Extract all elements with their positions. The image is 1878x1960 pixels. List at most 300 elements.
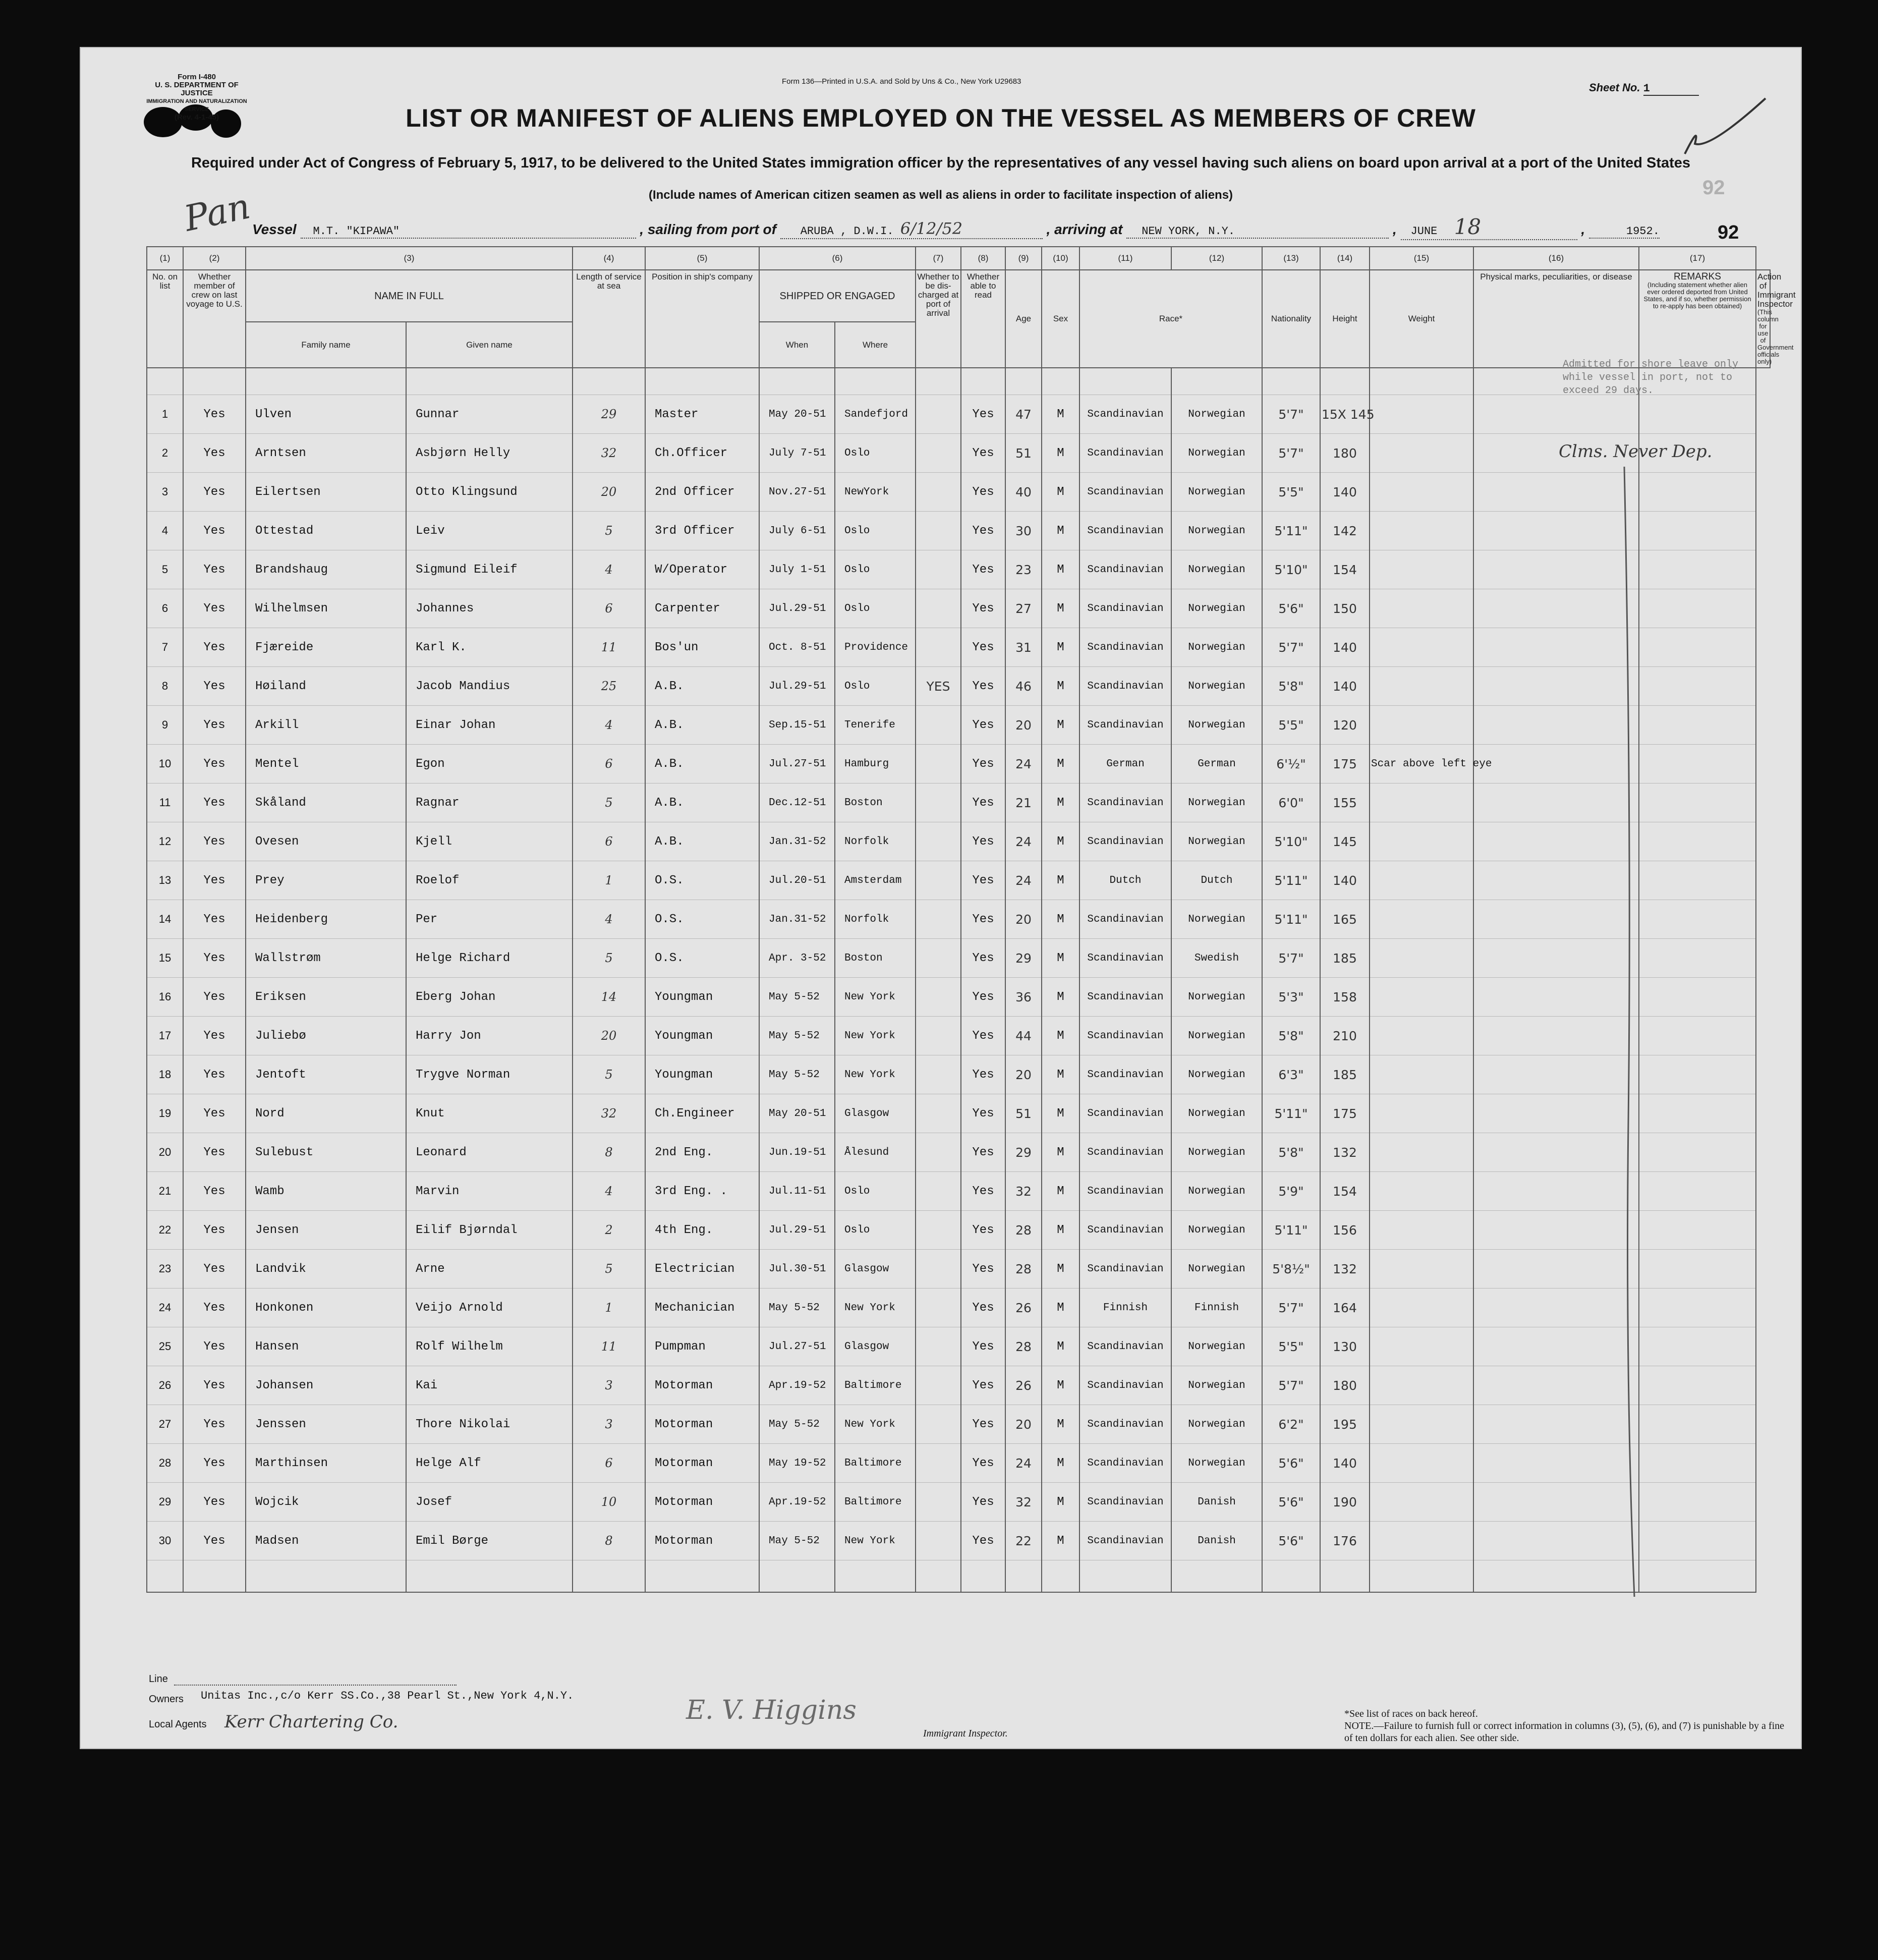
cell-nationality: Norwegian — [1171, 1017, 1262, 1055]
cell-family-name: Ovesen — [246, 822, 406, 861]
cell-shipped-where: NewYork — [835, 473, 916, 512]
line-label: Line — [149, 1673, 168, 1685]
cell-age: 44 — [1005, 1017, 1042, 1055]
cell-shipped-when: Jun.19-51 — [759, 1133, 835, 1172]
cell-nationality: Norwegian — [1171, 1211, 1262, 1250]
cell-shipped-where: Oslo — [835, 1172, 916, 1211]
cell-height: 5'8" — [1262, 1133, 1320, 1172]
cell-position: Electrician — [645, 1250, 759, 1289]
cell-discharged — [916, 434, 961, 473]
cell-inspector-action — [1639, 550, 1756, 589]
col-marks-header: Physical marks, peculiarities, or disease — [1473, 270, 1639, 368]
form-revision: (Rev. 4-1-45) — [174, 113, 219, 122]
cell-age: 51 — [1005, 434, 1042, 473]
inspector-signature: E. V. Higgins — [686, 1695, 857, 1725]
cell-last-voyage: Yes — [183, 628, 246, 667]
cell-given-name: Helge Alf — [406, 1444, 573, 1483]
cell-shipped-when: May 20-51 — [759, 1094, 835, 1133]
cell-discharged — [916, 395, 961, 434]
cell-length-of-service: 32 — [573, 434, 645, 473]
cell-row-number: 8 — [147, 667, 183, 706]
cell-race: Scandinavian — [1079, 978, 1171, 1017]
cell-sex: M — [1042, 473, 1079, 512]
cell-shipped-where: New York — [835, 1017, 916, 1055]
col-inspector-header — [1756, 270, 1796, 368]
cell-sex: M — [1042, 589, 1079, 628]
cell-nationality: Norwegian — [1171, 1405, 1262, 1444]
col-3-number: (3) — [246, 247, 573, 270]
table-row — [147, 1211, 1770, 1250]
cell-nationality: Norwegian — [1171, 1327, 1262, 1366]
cell-discharged — [916, 1289, 961, 1327]
table-row — [147, 1017, 1770, 1055]
cell-shipped-where: Oslo — [835, 1211, 916, 1250]
cell-weight: 185 — [1320, 1055, 1370, 1094]
cell-length-of-service: 5 — [573, 1055, 645, 1094]
owners-value: Unitas Inc.,c/o Kerr SS.Co.,38 Pearl St.,New York 4,N.Y. — [201, 1690, 574, 1702]
cell-able-to-read: Yes — [961, 589, 1005, 628]
cell-race: Scandinavian — [1079, 395, 1171, 434]
col-1-number: (1) — [147, 247, 183, 270]
sheet-value: 1 — [1643, 82, 1699, 96]
cell-length-of-service: 14 — [573, 978, 645, 1017]
cell-able-to-read: Yes — [961, 706, 1005, 745]
cell-given-name: Helge Richard — [406, 939, 573, 978]
cell-weight: 154 — [1320, 550, 1370, 589]
table-row — [147, 1483, 1770, 1522]
cell-position: Ch.Officer — [645, 434, 759, 473]
cell-race: Scandinavian — [1079, 1017, 1171, 1055]
cell-weight: 176 — [1320, 1522, 1370, 1560]
col-shipped-header: SHIPPED OR ENGAGED — [759, 270, 916, 322]
cell-able-to-read: Yes — [961, 550, 1005, 589]
cell-row-number: 24 — [147, 1289, 183, 1327]
cell-height: 5'8" — [1262, 1017, 1320, 1055]
cell-sex: M — [1042, 900, 1079, 939]
table-row — [147, 667, 1770, 706]
page-title: LIST OR MANIFEST OF ALIENS EMPLOYED ON THE VESSEL AS MEMBERS OF CREW — [406, 104, 1476, 132]
cell-last-voyage: Yes — [183, 1017, 246, 1055]
cell-shipped-when: May 5-52 — [759, 1017, 835, 1055]
cell-height: 5'11" — [1262, 1211, 1320, 1250]
cell-weight: 165 — [1320, 900, 1370, 939]
cell-discharged — [916, 861, 961, 900]
cell-race: Scandinavian — [1079, 1327, 1171, 1366]
cell-discharged — [916, 1405, 961, 1444]
cell-sex: M — [1042, 1250, 1079, 1289]
cell-nationality: Danish — [1171, 1522, 1262, 1560]
page-stamp: 92 — [1718, 222, 1739, 243]
cell-age: 24 — [1005, 861, 1042, 900]
cell-length-of-service: 6 — [573, 745, 645, 783]
cell-given-name: Eberg Johan — [406, 978, 573, 1017]
cell-shipped-where: Baltimore — [835, 1444, 916, 1483]
cell-able-to-read: Yes — [961, 1172, 1005, 1211]
table-row — [147, 978, 1770, 1017]
cell-nationality: Norwegian — [1171, 473, 1262, 512]
cell-shipped-where: Hamburg — [835, 745, 916, 783]
crew-table — [146, 246, 1796, 1593]
cell-last-voyage: Yes — [183, 1250, 246, 1289]
cell-last-voyage: Yes — [183, 589, 246, 628]
cell-inspector-action — [1639, 783, 1756, 822]
cell-given-name: Harry Jon — [406, 1017, 573, 1055]
cell-given-name: Per — [406, 900, 573, 939]
cell-row-number: 15 — [147, 939, 183, 978]
cell-inspector-action — [1639, 1250, 1756, 1289]
cell-length-of-service: 32 — [573, 1094, 645, 1133]
cell-age: 30 — [1005, 512, 1042, 550]
remarks-subtitle: (Including statement whether alien ever ordered deported from United States, and if so, whether permission to re-apply has been obtained) — [1643, 281, 1751, 310]
table-row — [147, 1055, 1770, 1094]
cell-length-of-service: 10 — [573, 1483, 645, 1522]
cell-inspector-action — [1639, 1211, 1756, 1250]
cell-weight: 140 — [1320, 861, 1370, 900]
cell-position: Bos'un — [645, 628, 759, 667]
cell-nationality: German — [1171, 745, 1262, 783]
cell-weight: 175 — [1320, 745, 1370, 783]
cell-shipped-when: Jul.29-51 — [759, 589, 835, 628]
vessel-name: M.T. "KIPAWA" — [301, 225, 636, 239]
cell-inspector-action — [1639, 900, 1756, 939]
cell-shipped-where: Glasgow — [835, 1250, 916, 1289]
cell-race: Scandinavian — [1079, 512, 1171, 550]
cell-race: Scandinavian — [1079, 900, 1171, 939]
cell-shipped-when: July 7-51 — [759, 434, 835, 473]
cell-able-to-read: Yes — [961, 939, 1005, 978]
cell-discharged — [916, 939, 961, 978]
cell-position: 3rd Officer — [645, 512, 759, 550]
cell-nationality: Danish — [1171, 1483, 1262, 1522]
page-note: (Include names of American citizen seamen as well as aliens in order to facilitate inspection of aliens) — [648, 188, 1233, 202]
cell-sex: M — [1042, 628, 1079, 667]
cell-age: 26 — [1005, 1289, 1042, 1327]
col-10-number: (10) — [1042, 247, 1079, 270]
cell-shipped-where: Oslo — [835, 434, 916, 473]
cell-row-number: 23 — [147, 1250, 183, 1289]
cell-height: 5'9" — [1262, 1172, 1320, 1211]
cell-age: 28 — [1005, 1211, 1042, 1250]
cell-row-number: 20 — [147, 1133, 183, 1172]
cell-able-to-read: Yes — [961, 1405, 1005, 1444]
agents-label: Local Agents — [149, 1719, 207, 1730]
cell-race: Scandinavian — [1079, 1211, 1171, 1250]
cell-given-name: Ragnar — [406, 783, 573, 822]
table-row — [147, 1522, 1770, 1560]
col-length-header: Length of service at sea — [573, 270, 645, 368]
cell-discharged — [916, 745, 961, 783]
cell-inspector-action — [1639, 512, 1756, 550]
cell-shipped-when: July 6-51 — [759, 512, 835, 550]
cell-length-of-service: 4 — [573, 1172, 645, 1211]
form-service: IMMIGRATION AND NATURALIZATION SERVICE — [146, 98, 247, 113]
cell-race: Scandinavian — [1079, 667, 1171, 706]
cell-position: Motorman — [645, 1444, 759, 1483]
cell-sex: M — [1042, 395, 1079, 434]
cell-length-of-service: 1 — [573, 1289, 645, 1327]
cell-discharged — [916, 1133, 961, 1172]
cell-shipped-when: July 1-51 — [759, 550, 835, 589]
table-row — [147, 1133, 1770, 1172]
cell-given-name: Arne — [406, 1250, 573, 1289]
cell-physical-marks — [1370, 706, 1473, 745]
cell-given-name: Gunnar — [406, 395, 573, 434]
cell-weight: 132 — [1320, 1133, 1370, 1172]
col-8-number: (8) — [961, 247, 1005, 270]
cell-inspector-action — [1639, 1522, 1756, 1560]
cell-shipped-where: New York — [835, 1289, 916, 1327]
cell-last-voyage: Yes — [183, 822, 246, 861]
cell-last-voyage: Yes — [183, 745, 246, 783]
cell-length-of-service: 3 — [573, 1405, 645, 1444]
cell-shipped-when: May 5-52 — [759, 1405, 835, 1444]
cell-sex: M — [1042, 1289, 1079, 1327]
cell-physical-marks — [1370, 1289, 1473, 1327]
cell-row-number: 3 — [147, 473, 183, 512]
table-row — [147, 550, 1770, 589]
cell-nationality: Norwegian — [1171, 589, 1262, 628]
table-row — [147, 1366, 1770, 1405]
cell-height: 5'7" — [1262, 395, 1320, 434]
cell-family-name: Madsen — [246, 1522, 406, 1560]
cell-given-name: Leiv — [406, 512, 573, 550]
cell-discharged — [916, 589, 961, 628]
col-given-name-header: Given name — [406, 322, 573, 368]
cell-nationality: Norwegian — [1171, 512, 1262, 550]
cell-physical-marks: Scar above left eye — [1370, 745, 1473, 783]
col-age-header: Age — [1005, 270, 1042, 368]
cell-given-name: Karl K. — [406, 628, 573, 667]
cell-discharged — [916, 1327, 961, 1366]
cell-weight: 210 — [1320, 1017, 1370, 1055]
cell-family-name: Jenssen — [246, 1405, 406, 1444]
cell-position: Motorman — [645, 1483, 759, 1522]
cell-last-voyage: Yes — [183, 395, 246, 434]
cell-shipped-when: May 5-52 — [759, 1055, 835, 1094]
cell-length-of-service: 5 — [573, 512, 645, 550]
cell-able-to-read: Yes — [961, 783, 1005, 822]
col-family-name-header: Family name — [246, 322, 406, 368]
cell-age: 31 — [1005, 628, 1042, 667]
cell-discharged — [916, 1055, 961, 1094]
cell-inspector-action — [1639, 1327, 1756, 1366]
cell-able-to-read: Yes — [961, 900, 1005, 939]
vessel-line: Vessel M.T. "KIPAWA" , sailing from port of ARUBA , D.W.I. 6/12/52 , arriving at NEW YORK, N.Y. , JUNE 18 , 1952. — [252, 214, 1660, 239]
cell-sex: M — [1042, 822, 1079, 861]
cell-weight: 164 — [1320, 1289, 1370, 1327]
cell-discharged: YES — [916, 667, 961, 706]
arrival-day: 18 — [1454, 214, 1482, 239]
cell-height: 5'7" — [1262, 628, 1320, 667]
col-where-header: Where — [835, 322, 916, 368]
cell-weight: 180 — [1320, 1366, 1370, 1405]
cell-inspector-action — [1639, 667, 1756, 706]
cell-able-to-read: Yes — [961, 1327, 1005, 1366]
cell-weight: 140 — [1320, 628, 1370, 667]
col-read-header: Whether able to read — [961, 270, 1005, 368]
cell-shipped-when: Jul.27-51 — [759, 745, 835, 783]
cell-family-name: Nord — [246, 1094, 406, 1133]
cell-physical-marks — [1370, 589, 1473, 628]
cell-discharged — [916, 706, 961, 745]
cell-nationality: Norwegian — [1171, 978, 1262, 1017]
cell-discharged — [916, 1017, 961, 1055]
cell-height: 5'7" — [1262, 1366, 1320, 1405]
cell-length-of-service: 3 — [573, 1366, 645, 1405]
cell-height: 6'2" — [1262, 1405, 1320, 1444]
cell-last-voyage: Yes — [183, 1483, 246, 1522]
cell-row-number: 26 — [147, 1366, 183, 1405]
cell-length-of-service: 5 — [573, 1250, 645, 1289]
cell-row-number: 2 — [147, 434, 183, 473]
cell-shipped-when: Jul.29-51 — [759, 667, 835, 706]
cell-discharged — [916, 550, 961, 589]
cell-shipped-when: Jul.30-51 — [759, 1250, 835, 1289]
cell-given-name: Johannes — [406, 589, 573, 628]
cell-age: 20 — [1005, 1055, 1042, 1094]
cell-family-name: Sulebust — [246, 1133, 406, 1172]
cell-sex: M — [1042, 783, 1079, 822]
cell-row-number: 5 — [147, 550, 183, 589]
cell-row-number: 29 — [147, 1483, 183, 1522]
table-row — [147, 395, 1770, 434]
col-last-voyage-header: Whether member of crew on last voyage to U.S. — [183, 270, 246, 368]
cell-position: Pumpman — [645, 1327, 759, 1366]
cell-able-to-read: Yes — [961, 861, 1005, 900]
table-row — [147, 589, 1770, 628]
col-7-number: (7) — [916, 247, 961, 270]
cell-length-of-service: 25 — [573, 667, 645, 706]
cell-shipped-when: Jan.31-52 — [759, 822, 835, 861]
table-row — [147, 1405, 1770, 1444]
cell-nationality: Norwegian — [1171, 395, 1262, 434]
cell-able-to-read: Yes — [961, 1211, 1005, 1250]
cell-family-name: Arntsen — [246, 434, 406, 473]
cell-sex: M — [1042, 1094, 1079, 1133]
cell-inspector-action — [1639, 939, 1756, 978]
cell-race: Scandinavian — [1079, 783, 1171, 822]
cell-inspector-action — [1639, 628, 1756, 667]
cell-given-name: Trygve Norman — [406, 1055, 573, 1094]
cell-last-voyage: Yes — [183, 1055, 246, 1094]
cell-weight: 190 — [1320, 1483, 1370, 1522]
cell-position: Youngman — [645, 978, 759, 1017]
cell-given-name: Leonard — [406, 1133, 573, 1172]
cell-physical-marks — [1370, 900, 1473, 939]
cell-nationality: Norwegian — [1171, 1250, 1262, 1289]
cell-given-name: Einar Johan — [406, 706, 573, 745]
cell-row-number: 21 — [147, 1172, 183, 1211]
cell-given-name: Roelof — [406, 861, 573, 900]
cell-shipped-where: New York — [835, 1405, 916, 1444]
cell-remarks — [1473, 395, 1639, 434]
cell-family-name: Fjæreide — [246, 628, 406, 667]
table-row — [147, 1289, 1770, 1327]
cell-discharged — [916, 783, 961, 822]
cell-discharged — [916, 900, 961, 939]
cell-able-to-read: Yes — [961, 1094, 1005, 1133]
cell-discharged — [916, 1366, 961, 1405]
cell-height: 5'10" — [1262, 550, 1320, 589]
cell-able-to-read: Yes — [961, 1483, 1005, 1522]
cell-age: 27 — [1005, 589, 1042, 628]
cell-inspector-action — [1639, 1366, 1756, 1405]
cell-inspector-action — [1639, 1133, 1756, 1172]
cell-age: 28 — [1005, 1250, 1042, 1289]
cell-length-of-service: 1 — [573, 861, 645, 900]
cell-family-name: Landvik — [246, 1250, 406, 1289]
cell-height: 5'6" — [1262, 1522, 1320, 1560]
cell-age: 29 — [1005, 939, 1042, 978]
cell-shipped-when: May 5-52 — [759, 1289, 835, 1327]
table-row — [147, 1444, 1770, 1483]
cell-shipped-where: Boston — [835, 783, 916, 822]
cell-height: 5'8" — [1262, 667, 1320, 706]
cell-race: Scandinavian — [1079, 434, 1171, 473]
cell-position: Ch.Engineer — [645, 1094, 759, 1133]
cell-family-name: Heidenberg — [246, 900, 406, 939]
cell-nationality: Norwegian — [1171, 900, 1262, 939]
cell-row-number: 6 — [147, 589, 183, 628]
cell-height: 5'6" — [1262, 1483, 1320, 1522]
cell-shipped-where: Oslo — [835, 589, 916, 628]
col-4-number: (4) — [573, 247, 645, 270]
cell-row-number: 22 — [147, 1211, 183, 1250]
cell-length-of-service: 11 — [573, 1327, 645, 1366]
cell-race: Finnish — [1079, 1289, 1171, 1327]
cell-sex: M — [1042, 1327, 1079, 1366]
cell-sex: M — [1042, 550, 1079, 589]
cell-height: 5'7" — [1262, 434, 1320, 473]
cell-sex: M — [1042, 1366, 1079, 1405]
cell-discharged — [916, 1172, 961, 1211]
cell-nationality: Norwegian — [1171, 1094, 1262, 1133]
cell-position: A.B. — [645, 667, 759, 706]
cell-shipped-when: Jan.31-52 — [759, 900, 835, 939]
cell-weight: 150 — [1320, 589, 1370, 628]
cell-row-number: 30 — [147, 1522, 183, 1560]
cell-position: Youngman — [645, 1055, 759, 1094]
cell-position: Carpenter — [645, 589, 759, 628]
cell-able-to-read: Yes — [961, 473, 1005, 512]
cell-shipped-where: Providence — [835, 628, 916, 667]
cell-shipped-when: Nov.27-51 — [759, 473, 835, 512]
cell-position: A.B. — [645, 745, 759, 783]
cell-sex: M — [1042, 1444, 1079, 1483]
cell-family-name: Johansen — [246, 1366, 406, 1405]
cell-row-number: 1 — [147, 395, 183, 434]
cell-shipped-where: Amsterdam — [835, 861, 916, 900]
cell-weight: 195 — [1320, 1405, 1370, 1444]
table-row — [147, 1250, 1770, 1289]
cell-sex: M — [1042, 706, 1079, 745]
cell-physical-marks — [1370, 1366, 1473, 1405]
cell-discharged — [916, 1094, 961, 1133]
cell-position: 4th Eng. — [645, 1211, 759, 1250]
cell-last-voyage: Yes — [183, 1366, 246, 1405]
manifest-page — [81, 48, 1801, 1748]
cell-sex: M — [1042, 745, 1079, 783]
cell-given-name: Otto Klingsund — [406, 473, 573, 512]
cell-physical-marks — [1370, 1522, 1473, 1560]
cell-physical-marks — [1370, 1133, 1473, 1172]
inspector-subtitle: (This column for use of Government officials only) — [1757, 308, 1794, 365]
cell-shipped-when: Jul.20-51 — [759, 861, 835, 900]
cell-discharged — [916, 978, 961, 1017]
cell-discharged — [916, 512, 961, 550]
cell-position: 3rd Eng. . — [645, 1172, 759, 1211]
cell-physical-marks — [1370, 1055, 1473, 1094]
